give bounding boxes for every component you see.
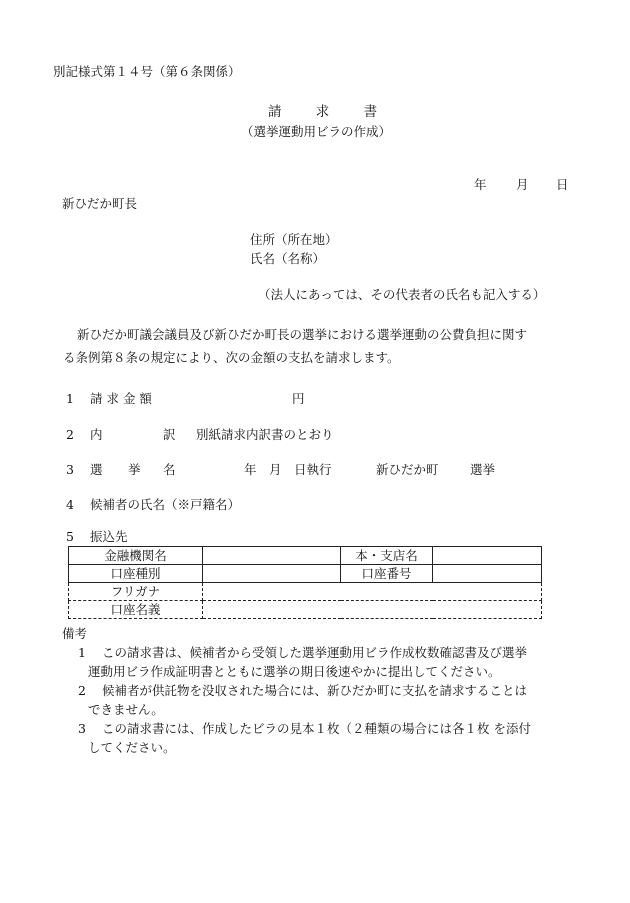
item-3-number: 3 [66, 462, 74, 477]
account-holder-field[interactable] [203, 601, 542, 619]
item-3-label-c: 名 [163, 462, 176, 477]
body-line-1: 新ひだか町議会議員及び新ひだか町長の選挙における選挙運動の公費負担に関す [77, 327, 528, 342]
item-3-label-b: 挙 [128, 462, 141, 477]
remark-2 [78, 681, 558, 719]
remark-1-number: 1 [78, 645, 86, 660]
remarks-heading: 備考 [62, 626, 88, 641]
table-row [69, 601, 542, 619]
account-type-label: 口座種別 [69, 565, 203, 583]
title-char-1: 請 [268, 104, 282, 120]
remark-2-line-2: できません。 [88, 702, 164, 717]
account-holder-label: 口座名義 [69, 601, 203, 619]
title-char-3: 書 [363, 104, 378, 120]
date-month: 月 [516, 177, 529, 192]
item-2-value: 別紙請求内訳書のとおり [196, 427, 334, 442]
address-label: 住所（所在地） [250, 232, 338, 247]
remark-1-line-2: 運動用ビラ作成証明書とともに選挙の期日後速やかに提出してください。 [88, 664, 501, 679]
remark-2-line-1: 候補者が供託物を没収された場合には、新ひだか町に支払を請求することは [102, 683, 528, 698]
branch-name-label: 本・支店名 [341, 547, 433, 565]
date-year: 年 [474, 177, 487, 192]
date-day: 日 [556, 177, 569, 192]
item-3-label-a: 選 [90, 462, 103, 477]
item-2-number: 2 [66, 427, 74, 442]
bank-name-field[interactable] [203, 547, 341, 565]
furigana-label: フリガナ [69, 583, 203, 601]
remark-1-line-1: この請求書は、候補者から受領した選挙運動用ビラ作成枚数確認書及び選挙 [102, 645, 528, 660]
item-1-value: 円 [292, 391, 305, 406]
item-4-label: 候補者の氏名（※戸籍名） [90, 497, 241, 512]
item-3-town: 新ひだか町 [376, 462, 439, 477]
item-4-number: 4 [66, 497, 74, 512]
remark-1 [78, 643, 558, 681]
table-row [69, 583, 542, 601]
title-char-2: 求 [315, 104, 330, 120]
table-row [69, 565, 542, 583]
item-2-label-a: 内 [90, 427, 103, 442]
account-number-field[interactable] [433, 565, 542, 583]
body-line-2: る条例第８条の規定により、次の金額の支払を請求します。 [63, 350, 400, 365]
item-5-label: 振込先 [90, 529, 128, 544]
remark-3-line-1: この請求書には、作成したビラの見本１枚（２種類の場合には各１枚 を添付 [102, 721, 531, 736]
corporation-note: （法人にあっては、その代表者の氏名も記入する） [258, 287, 546, 302]
branch-name-field[interactable] [433, 547, 542, 565]
bank-account-table [68, 546, 542, 619]
item-5-number: 5 [66, 529, 74, 544]
furigana-field[interactable] [203, 583, 542, 601]
item-1-label: 請 求 金 額 [90, 391, 152, 406]
remark-3-number: 3 [78, 721, 86, 736]
form-title [268, 104, 377, 120]
remark-3-line-2: してください。 [88, 740, 176, 755]
table-row [69, 547, 542, 565]
form-number: 別記様式第１４号（第６条関係） [53, 64, 241, 79]
remark-2-number: 2 [78, 683, 86, 698]
item-3-election: 選挙 [470, 462, 496, 477]
item-1-number: 1 [66, 391, 74, 406]
item-3-date: 年 月 日執行 [244, 462, 332, 477]
bank-name-label: 金融機関名 [69, 547, 203, 565]
item-2-label-b: 訳 [163, 427, 176, 442]
name-label: 氏名（名称） [250, 251, 326, 266]
remark-3 [78, 719, 558, 757]
form-subtitle: （選挙運動用ビラの作成） [241, 124, 392, 139]
account-type-field[interactable] [203, 565, 341, 583]
addressee: 新ひだか町長 [62, 196, 138, 211]
account-number-label: 口座番号 [341, 565, 433, 583]
